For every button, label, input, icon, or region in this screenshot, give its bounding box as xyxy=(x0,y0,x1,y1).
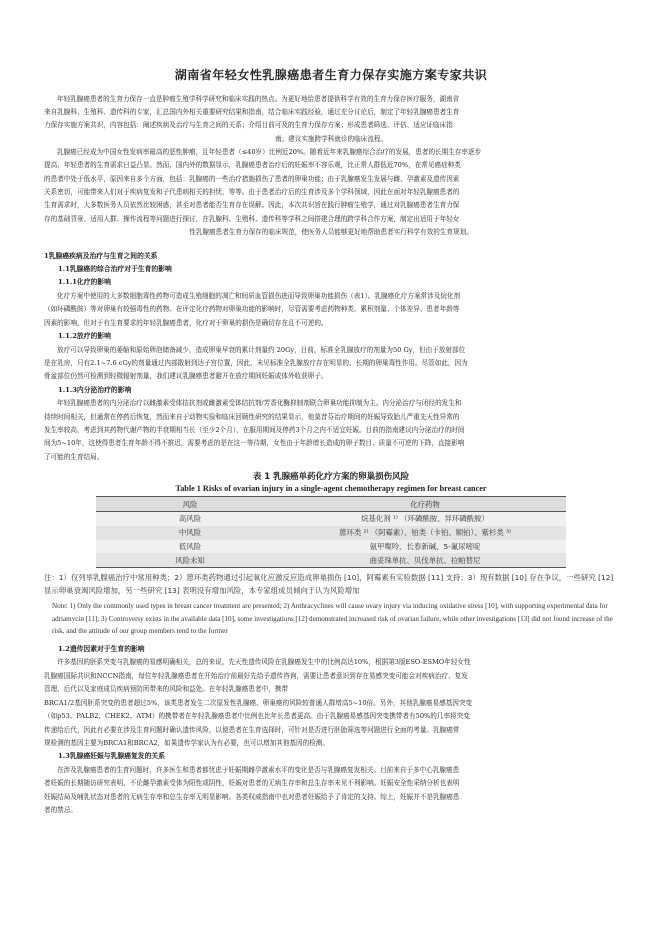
table-cell: 蒽环类 ²⁾ （阿霉素）、铂类（卡铂、顺铂）、紫杉类 ³⁾ xyxy=(284,526,566,540)
table-cell: 风险未知 xyxy=(96,553,284,567)
table-note-cn: 注：1）仅列举乳腺癌治疗中常用种类；2）蒽环类药物通过引起氧化应激反应造成卵巢损伤 [10]，阿霉素有实验数据 [11] 支持；3）现有数据 [10] 存在争议，一些研究 [12] 显示卵巢衰竭风险增加，另一些研究 [13] 表明没有增加风险，本专家组成员倾向于认为风险增加 xyxy=(44,573,614,596)
table-cell: 高风险 xyxy=(96,511,284,525)
abstract-line: 南；建议实施跨学科就诊的临床流程。 xyxy=(274,134,388,143)
paragraph-line: （如环磷酰胺）等对卵巢有较强毒性的药物。在评定化疗药物对卵巢功能的影响时，尽管需要考虑药物种类、累积剂量、个体差异、患者年龄等 xyxy=(44,305,460,314)
section-1 xyxy=(44,250,618,465)
paragraph-line: 在涉及乳腺癌患者的生育问题时，许多医生和患者都忧虑于妊娠期雌孕激素水平的变化是否与乳腺癌复发相关。目前来自于多中心乳腺癌患 xyxy=(57,765,460,774)
intro-line: 乳腺癌已经成为中国女性发病率最高的恶性肿瘤，且年轻患者（≤40岁）比例近20%。随着近年来乳腺癌综合治疗的发展，患者的长期生存率逐步 xyxy=(57,147,482,156)
paragraph-line: 管理、后代以及家庭成员疾病预防所带来的风险和益处。在年轻乳腺癌患者中，携带 xyxy=(44,685,288,694)
paragraph-line: （如p53、PALB2、CHEK2、ATM）的携带者在年轻乳腺癌患者中比例也比年长患者更高。由于乳腺癌易感基因突变携带者有50%的几率将突变 xyxy=(44,712,470,721)
subsection-heading: 1.1乳腺癌的综合治疗对于生育的影响 xyxy=(58,265,172,274)
abstract-line: 来自乳腺科、生殖科、遗传科的专家，汇总国内外相关重要研究结果和指南，结合临床实践经验，通过充分讨论后，制定了年轻乳腺癌患者生育 xyxy=(44,108,460,117)
intro-line: 生育需求时，大多数医务人员依然比较困惑，甚至对患者能否生育存在误解。因此，本次共识旨在践行肿瘤生殖学，通过对乳腺癌患者生育力保 xyxy=(44,201,460,210)
paragraph-line: 年轻乳腺癌患者的内分泌治疗以雌激素受体拮抗剂或雌激素受体结抗剂/芳香化酶抑制剂联合卵巢功能抑制为主。内分泌治疗与闭经的发生和 xyxy=(57,399,462,408)
paragraph-line: 发生率较高，考虑到其药物代谢产物的半衰期相当长（至少2个月），在服用期间及停药3个月之内不适宜妊娠。目前的指南建议内分泌治疗的时间 xyxy=(44,425,465,434)
subsubsection-heading: 1.1.3内分泌治疗的影响 xyxy=(58,385,132,394)
paragraph-line: 传递给后代，因此有必要在涉及生育问题时确认遗传风险，以便患者在生育选择时，可针对是否进行胚胎筛选等问题进行全面的考量。乳腺癌常 xyxy=(44,725,460,734)
paragraph-line: 是在乳房，只有2.1~7.6 cGy的剂量通过内部散射到达子宫位置，因此，未见标准全乳腺放疗存在明显的、长期的卵巢毒性作用。尽管如此，因为 xyxy=(44,358,468,367)
paragraph-line: 骨盆部位仍然可检测到轻微辐射剂量，我们建议乳腺癌患者避开在放疗期间妊娠或体外收获卵子。 xyxy=(44,372,328,381)
intro-line: 提高，年轻患者的生育需求日益凸显。然而，国内外的数据显示，乳腺癌患者治疗后的妊娠率不容乐观，比正常人群低近70%，在常见癌症种类 xyxy=(44,161,461,170)
table-row xyxy=(96,553,566,567)
paragraph-line: 因素的影响，但对于有生育要求的年轻乳腺癌患者，化疗对于卵巢的损伤是确切存在且不可逆的。 xyxy=(44,318,328,327)
table-cell: 曲妥珠单抗、贝伐单抗、拉帕替尼 xyxy=(284,553,566,567)
intro-line: 性乳腺癌患者生育力保存的临床规范，使医务人员能够更好地帮助患者实行科学有效的生育规划。 xyxy=(189,228,473,237)
table-cell: 中风险 xyxy=(96,526,284,540)
section-1-2 xyxy=(44,643,618,817)
paragraph-line: 持续时间相关，但通常在停药后恢复，然而来自于动物实验和临床回顾性研究的结果显示，他莫昔芬治疗期间的妊娠导致胎儿严重先天性异常的 xyxy=(44,412,460,421)
paragraph-line: 乳腺癌国际共识和NCCN指南，每位年轻乳腺癌患者在开始治疗前最好先给予遗传咨询，需要让患者意识到存在易感突变可能会对疾病治疗、复发 xyxy=(44,671,468,680)
abstract-line: 年轻乳腺癌患者的生育力保存一直是肿瘤生殖学科学研究和临床实践的热点。为更好地给患者提供科学有效的生育力保存医疗服务，湖南省 xyxy=(57,95,460,103)
table-row xyxy=(96,540,566,554)
abstract-line: 力保存实施方案共识，内容包括：阐述疾病及治疗与生育之间的关系；介绍目前可及的生育力保存方案；形成患者筛选、评估、适应证临床指 xyxy=(44,121,453,130)
paragraph-line: 者妊娠的长期随访研究表明，不论雌孕激素受体为阳性或阴性，妊娠对患者的无病生存率和总生存率未见不利影响。妊娠安全性采纳分析也表明 xyxy=(44,779,460,788)
intro-line: 关系密切，可能带来人们对于疾病复发和子代患病相关的担忧，等等。由于患者治疗后的生育涉及多个学科领域，因此在面对年轻乳腺癌患者的 xyxy=(44,188,460,197)
intro-line: 存的基础背景、适用人群、操作流程等问题进行探讨，在乳腺科、生殖科、遗传科等学科之间搭建合理的跨学科合作方案，制定出适用于年轻女 xyxy=(44,214,460,223)
document-title: 湖南省年轻女性乳腺癌患者生育力保存实施方案专家共识 xyxy=(174,68,488,82)
paragraph-line: 妊娠结局及哺乳状态对患者的无病生存率和总生存率无明显影响。各类权威指南中也对患者妊娠给予了肯定的支持。综上，妊娠并不是乳腺癌患 xyxy=(44,792,460,801)
table-title-cn: 表 1 乳腺癌单药化疗方案的卵巢损伤风险 xyxy=(252,472,410,483)
paragraph-line: BRCA1/2基因胚系突变的患者超过5%，该类患者发生二次原发性乳腺癌、卵巢癌的风险较普通人群增高5~10倍。另外，其他乳腺癌易感基因突变 xyxy=(44,698,473,707)
paragraph-line: 间为5~10年，这使得患者生育年龄不得不推迟，需要考虑的是在这一等待期，女性由于年龄增长造成的卵子数目、质量不可逆的下降，直接影响 xyxy=(44,439,465,448)
table-row xyxy=(96,526,566,540)
table-header-drug: 化疗药物 xyxy=(284,497,566,512)
table-cell: 氨甲喋呤、长春新碱、5-氟尿嘧啶 xyxy=(284,540,566,554)
table-cell: 烷基化剂 ¹⁾ （环磷酰胺、异环磷酰胺） xyxy=(284,511,566,525)
table-note-en: Note: 1) Only the commonly used types in breast cancer treatment are presented; 2) Anthracyclines will cause ovary injury via inducing oxidative stress [10], with supporting experimental data for adriamycin [11]; 3) Controversy exists in the available data [10], some investigations [12] demonstrated increased risk of ovarian failure, while other investigations [13] did not found increase of the risk, and the attitude of our group members tend to the former xyxy=(52,602,613,635)
subsection-heading: 1.3乳腺癌妊娠与乳腺癌复发的关系 xyxy=(58,752,165,761)
paragraph-line: 化疗方案中使用的大多数细胞毒性药物可造成生殖细胞的凋亡和间质血管损伤进而导致卵巢功能损伤（表1）。乳腺癌化疗方案常涉及烷化剂 xyxy=(57,291,461,300)
paragraph-line: 许多基因的胚系突变与乳腺癌的易感明确相关，总的来说，先天性遗传风险在乳腺癌发生中的比例高达10%，根据第3版ESO-ESMO年轻女性 xyxy=(57,658,471,667)
table-1 xyxy=(44,470,618,637)
introduction xyxy=(44,146,618,240)
subsection-heading: 1.2遗传因素对于生育的影响 xyxy=(58,645,145,654)
subsubsection-heading: 1.1.1化疗的影响 xyxy=(58,278,111,287)
subsubsection-heading: 1.1.2放疗的影响 xyxy=(58,332,111,341)
table-header-risk: 风险 xyxy=(96,497,284,512)
section-heading: 1乳腺癌疾病及治疗与生育之间的关系 xyxy=(44,251,158,260)
table-row xyxy=(96,511,566,525)
table-title-en: Table 1 Risks of ovarian injury in a single-agent chemotherapy regimen for breast cancer xyxy=(175,484,487,494)
risk-table xyxy=(96,496,566,568)
paragraph-line: 放疗可以导致卵巢的萎缩和原始卵泡储备减少，造成卵巢早衰的累计剂量约 20Gy，目前，标准全乳腺放疗的剂量为50 Gy，但由于放射部位 xyxy=(57,345,466,354)
paragraph-line: 者的禁忌。 xyxy=(44,805,77,814)
paragraph-line: 了可能的生育结局。 xyxy=(44,452,104,461)
table-cell: 低风险 xyxy=(96,540,284,554)
paragraph-line: 规检测的基因主要为BRCA1和BRCA2，如果遗传学家认为有必要，也可以增加其他基因的检测。 xyxy=(44,738,329,747)
intro-line: 的患者中处于低水平，原因来自多个方面，包括：乳腺癌的一些治疗措施损伤了患者的卵巢功能；由于乳腺癌发生发展与雌、孕激素及遗传因素 xyxy=(44,174,460,183)
abstract xyxy=(44,93,618,146)
